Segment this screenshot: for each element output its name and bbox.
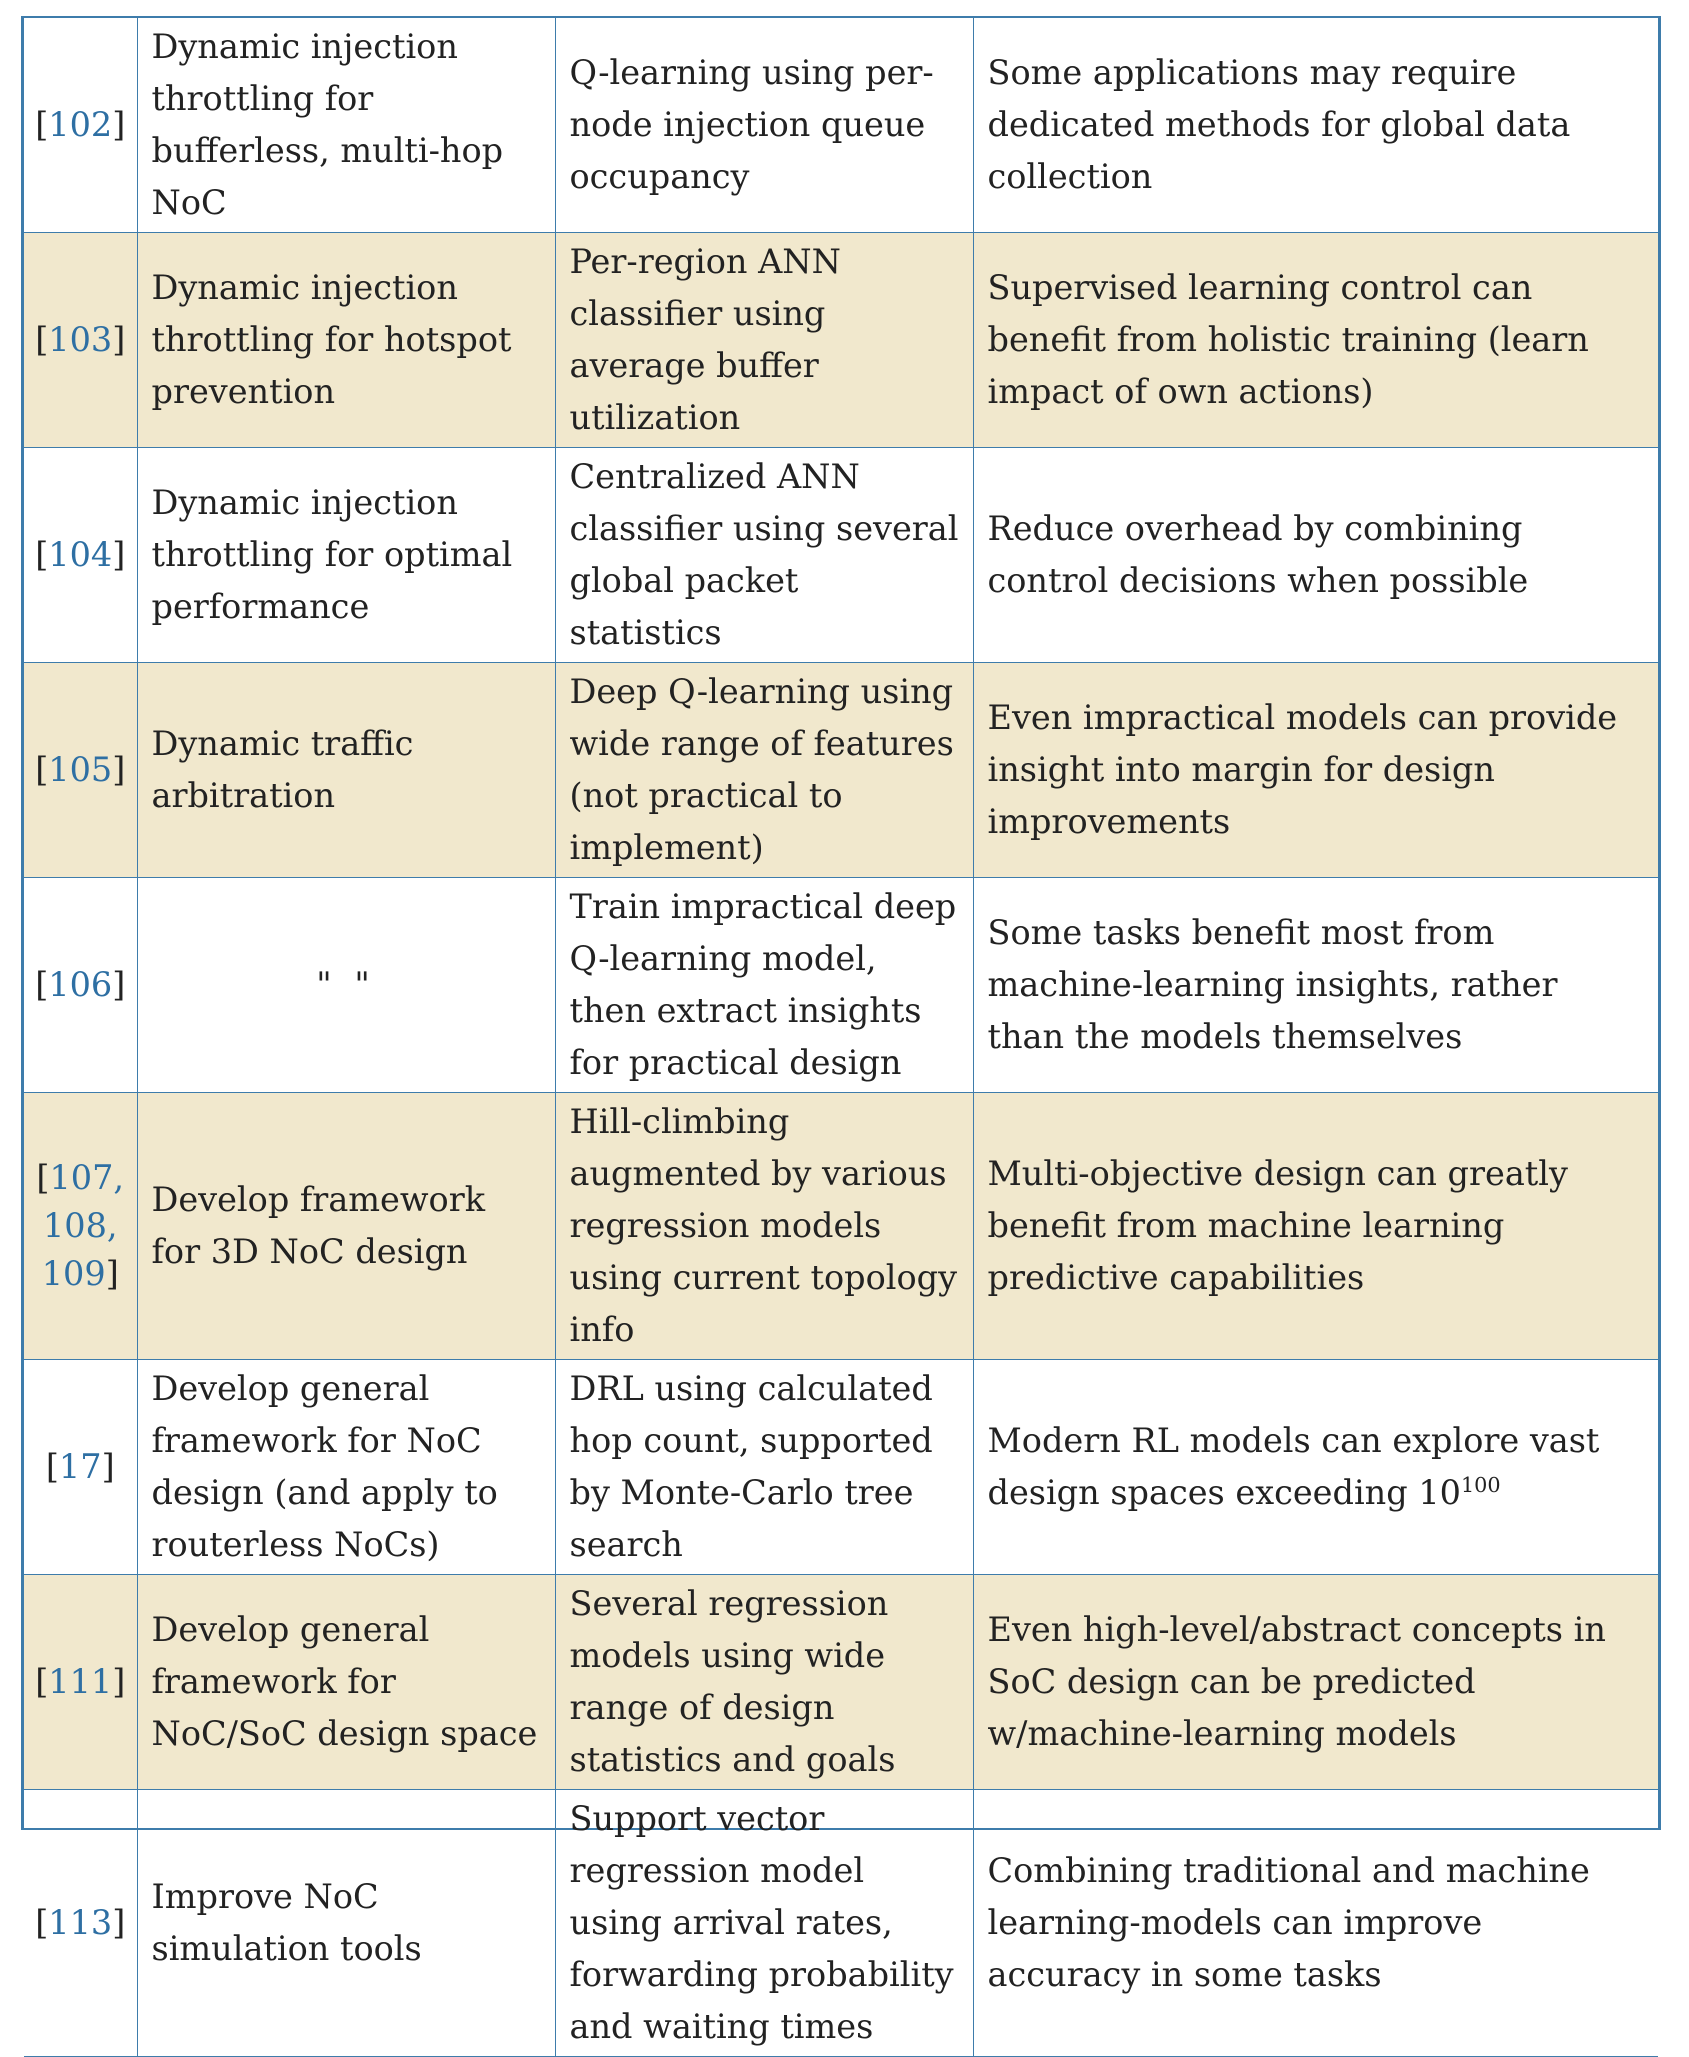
citation-link[interactable]: 107, <box>49 1158 125 1197</box>
citation-link[interactable]: 111 <box>48 1662 113 1701</box>
ref-cell: [105] <box>24 663 137 878</box>
citation-link[interactable]: 109 <box>41 1254 106 1293</box>
insight-cell: Multi-objective design can greatly benefit from machine learning predictive capabilities <box>973 1093 1658 1360</box>
ref-cell: [106] <box>24 878 137 1093</box>
table-row <box>24 663 1658 878</box>
method-cell: Deep Q-learning using wide range of features (not practical to implement) <box>555 663 973 878</box>
table-row <box>24 1360 1658 1575</box>
noc-ml-table <box>24 16 1658 2057</box>
method-cell: Several regression models using wide range of design statistics and goals <box>555 1575 973 1790</box>
method-cell: Support vector regression model using arrival rates, forwarding probability and waiting times <box>555 1790 973 2057</box>
method-cell: Per-region ANN classifier using average buffer utilization <box>555 233 973 448</box>
table-frame <box>21 16 1661 2046</box>
insight-cell: Supervised learning control can benefit from holistic training (learn impact of own actions) <box>973 233 1658 448</box>
method-cell: Train impractical deep Q-learning model, then extract insights for practical design <box>555 878 973 1093</box>
ref-cell: [113] <box>24 1790 137 2057</box>
citation-link[interactable]: 104 <box>48 535 113 574</box>
table-row <box>24 1790 1658 2057</box>
insight-cell: Combining traditional and machine learning-models can improve accuracy in some tasks <box>973 1790 1658 2057</box>
citation-link[interactable]: 17 <box>58 1447 102 1486</box>
insight-cell: Even impractical models can provide insight into margin for design improvements <box>973 663 1658 878</box>
task-cell: Improve NoC simulation tools <box>137 1790 555 2057</box>
task-cell: Develop framework for 3D NoC design <box>137 1093 555 1360</box>
citation-link[interactable]: 108, <box>42 1206 118 1245</box>
citation-link[interactable]: 105 <box>48 750 113 789</box>
table-row <box>24 448 1658 663</box>
method-cell: Q-learning using per-node injection queue occupancy <box>555 17 973 233</box>
ditto-mark: " " <box>137 878 555 1093</box>
table-row <box>24 878 1658 1093</box>
insight-cell: Even high-level/abstract concepts in SoC design can be predicted w/machine-learning models <box>973 1575 1658 1790</box>
table-row <box>24 17 1658 233</box>
ref-cell: [107, 108, 109] <box>24 1093 137 1360</box>
method-cell: Hill-climbing augmented by various regression models using current topology info <box>555 1093 973 1360</box>
ref-cell: [103] <box>24 233 137 448</box>
task-cell: Dynamic injection throttling for optimal performance <box>137 448 555 663</box>
ref-cell: [17] <box>24 1360 137 1575</box>
citation-link[interactable]: 106 <box>48 965 113 1004</box>
ref-cell: [111] <box>24 1575 137 1790</box>
table-row <box>24 1575 1658 1790</box>
insight-cell: Some tasks benefit most from machine-learning insights, rather than the models themselves <box>973 878 1658 1093</box>
task-cell: Develop general framework for NoC/SoC design space <box>137 1575 555 1790</box>
insight-text: Modern RL models can explore vast design spaces exceeding 10 <box>987 1421 1600 1512</box>
citation-link[interactable]: 102 <box>48 105 113 144</box>
task-cell: Dynamic injection throttling for hotspot prevention <box>137 233 555 448</box>
table-row <box>24 1093 1658 1360</box>
insight-cell: Some applications may require dedicated methods for global data collection <box>973 17 1658 233</box>
insight-cell: Reduce overhead by combining control decisions when possible <box>973 448 1658 663</box>
ref-cell: [104] <box>24 448 137 663</box>
task-cell: Dynamic traffic arbitration <box>137 663 555 878</box>
citation-link[interactable]: 113 <box>48 1903 113 1942</box>
ref-cell: [102] <box>24 17 137 233</box>
task-cell: Develop general framework for NoC design (and apply to routerless NoCs) <box>137 1360 555 1575</box>
citation-link[interactable]: 103 <box>48 320 113 359</box>
insight-cell <box>973 1360 1658 1575</box>
method-cell: DRL using calculated hop count, supported by Monte-Carlo tree search <box>555 1360 973 1575</box>
exponent: 100 <box>1460 1472 1501 1497</box>
table-row <box>24 233 1658 448</box>
method-cell: Centralized ANN classifier using several global packet statistics <box>555 448 973 663</box>
task-cell: Dynamic injection throttling for bufferless, multi-hop NoC <box>137 17 555 233</box>
